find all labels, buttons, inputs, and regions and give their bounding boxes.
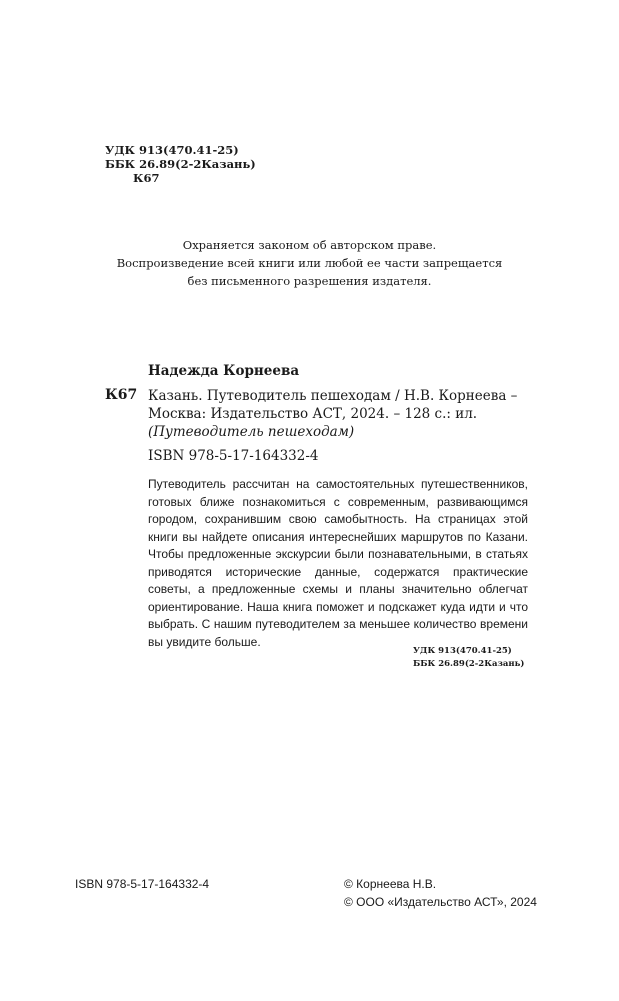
copyright-author: © Корнеева Н.В.: [344, 877, 437, 891]
author-mark: К67: [133, 171, 160, 185]
udk-code-small: УДК 913(470.41-25): [413, 646, 512, 656]
copyright-holders: [344, 875, 537, 911]
catalog-code: К67: [105, 387, 138, 403]
copyright-notice-line: Охраняется законом об авторском праве.: [182, 238, 437, 252]
copyright-notice-line: Воспроизведение всей книги или любой ее части запрещается: [116, 256, 503, 270]
classification-block: [105, 143, 256, 185]
copyright-notice: [0, 236, 619, 290]
footer-isbn: ISBN 978-5-17-164332-4: [75, 877, 210, 891]
copyright-notice-line: без письменного разрешения издателя.: [187, 274, 432, 288]
biblio-publisher-line: Москва: Издательство АСТ, 2024. – 128 с.: ил.: [148, 406, 478, 422]
udk-code: УДК 913(470.41-25): [105, 143, 239, 157]
copyright-publisher: © ООО «Издательство АСТ», 2024: [344, 895, 537, 909]
biblio-title-line: Казань. Путеводитель пешеходам / Н.В. Корнеева –: [148, 388, 518, 404]
author-name: Надежда Корнеева: [148, 363, 300, 379]
bbk-code: ББК 26.89(2-2Казань): [105, 157, 256, 171]
classification-small: [413, 645, 524, 671]
biblio-series: (Путеводитель пешеходам): [148, 424, 355, 440]
bbk-code-small: ББК 26.89(2-2Казань): [413, 659, 525, 669]
isbn: ISBN 978-5-17-164332-4: [148, 448, 319, 464]
bibliographic-record: [148, 387, 568, 441]
annotation: Путеводитель рассчитан на самостоятельных путешественников, готовых ближе познакомиться с современным, развивающимся городом, сохранившим свою самобытность. На страницах этой книги вы найдете описания интереснейших маршрутов по Казани. Чтобы предложенные экскурсии были познавательными, в статьях приводятся исторические данные, содержатся практические советы, а предложенные схемы и планы значительно облегчат ориентирование. Наша книга поможет и подскажет куда идти и что выбрать. С нашим путеводителем за меньшее количество времени вы увидите больше.: [148, 477, 528, 649]
